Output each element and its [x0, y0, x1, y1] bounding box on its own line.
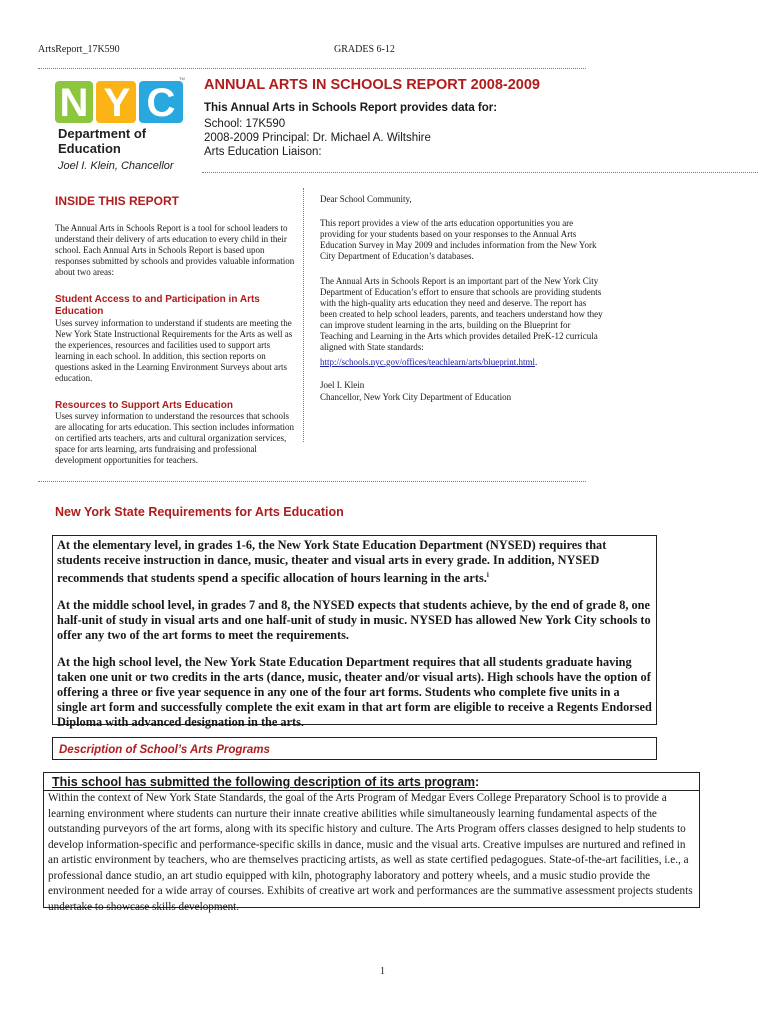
letter-paragraph-1: This report provides a view of the arts education opportunities you are providing for your students based on your responses to the Annual Arts Education Survey in May 2009 and includes information from the New York City Department of Education’s databases.: [320, 218, 597, 261]
svg-text:Y: Y: [103, 81, 131, 125]
logo-department-line2: Education: [58, 141, 121, 156]
logo-chancellor: Joel I. Klein, Chancellor: [58, 160, 174, 172]
inside-intro: The Annual Arts in Schools Report is a tool for school leaders to understand their delivery of arts education to every child in their school. Each Annual Arts in Schools Report is based upon responses submitted by schools and provides valuable information about two areas:: [55, 223, 295, 277]
nyc-doe-logo: [55, 76, 187, 166]
column-divider: [303, 188, 304, 442]
section-access-text: Uses survey information to understand if students are meeting the New York State Instructional Requirements for the Arts as well as the experiences, resources and facilities used to support arts learning in each school. In addition, this section reports on questions asked in the Learning Environment Surveys about arts education.: [55, 318, 293, 383]
requirement-high: At the high school level, the New York State Education Department requires that all students graduate having taken one unit or two credits in the arts (dance, music, theater and/or visual arts). High schools have the option of offering a three or five year sequence in any one of the four art forms. Students who complete five units in a single art form and successfully complete the exit exam in that art form are eligible to receive a Regents Endorsed Diploma with advanced designation in the arts.: [57, 655, 652, 730]
letter-signature-name: Joel I. Klein: [320, 380, 365, 390]
letter-signature-title: Chancellor, New York City Department of Education: [320, 392, 512, 402]
submitted-heading-colon: :: [474, 775, 480, 789]
program-description-text: Within the context of New York State Standards, the goal of the Arts Program of Medgar Evers College Preparatory School is to provide a learning environment where students can nurture their innate creative abilities while simultaneously learning fundamental aspects of the outstanding purveyors of the art forms, along with its specific history and culture. The Arts Program offers classes designed to help students to develop information-specific and performance-specific skills in dance, music and the visual arts. Creative impulses are nurtured and refined in an artistic environment by teachers, who are themselves practicing artists, as well as state certified pedagogues. State-of-the-art facilities, i.e., a professional dance studio, an art studio equipped with kiln, photography laboratory and pottery wheels, and a music studio provide the environment needed for a wide array of courses. Exhibits of creative art work and performances are the summative assessment projects students undertake to showcase skills development.: [48, 792, 693, 913]
blueprint-link[interactable]: http://schools.nyc.gov/offices/teachlearn/arts/blueprint.html: [320, 357, 536, 367]
description-title-box: [52, 737, 657, 760]
report-subtitle: This Annual Arts in Schools Report provides data for:: [204, 102, 498, 114]
program-description-box: [43, 772, 700, 913]
requirement-elementary: At the elementary level, in grades 1-6, the New York State Education Department (NYSED) requires that students receive instruction in dance, music, theater and visual arts in every grade. In addition, NYSED recommends that students spend a specific allocation of hours learning in the arts.$^i$: [57, 538, 607, 586]
blueprint-link-line: [320, 357, 537, 368]
nys-requirements-box: [52, 535, 657, 730]
header-grades: GRADES 6-12: [334, 44, 395, 55]
page-number: 1: [380, 966, 385, 977]
letter-paragraph-2: The Annual Arts in Schools Report is an important part of the New York City Department of Education’s effort to ensure that schools are providing students with the high-quality arts education they need and deserve. The report has been created to help school leaders, parents, and teachers understand how they can improve student learning in the arts, building on the Blueprint for Teaching and Learning in the Arts which provides detailed PreK-12 curricula aligned with State standards:: [320, 276, 603, 352]
report-liaison: Arts Education Liaison:: [204, 146, 322, 158]
header-file-name: ArtsReport_17K590: [38, 44, 120, 55]
report-title: ANNUAL ARTS IN SCHOOLS REPORT 2008-2009: [204, 77, 540, 93]
submitted-heading-row: [44, 773, 699, 791]
report-principal: 2008-2009 Principal: Dr. Michael A. Wiltshire: [204, 132, 431, 144]
svg-text:C: C: [146, 81, 176, 125]
title-divider: [202, 172, 758, 173]
section-access-heading: Student Access to and Participation in Arts Education: [55, 294, 260, 317]
inside-report-heading: INSIDE THIS REPORT: [55, 194, 180, 208]
logo-department-line1: Department of: [58, 126, 147, 141]
nys-requirements-heading: New York State Requirements for Arts Education: [55, 505, 344, 519]
requirement-middle: At the middle school level, in grades 7 and 8, the NYSED expects that students achieve, by the end of grade 8, one half-unit of study in visual arts and one half-unit of study in music. NYSED has allowed New York City schools to offer any two of the art forms to meet the requirements.: [57, 598, 651, 643]
letter-greeting: Dear School Community,: [320, 194, 412, 204]
trademark-mark: TM: [179, 76, 185, 81]
section-divider: [38, 481, 586, 482]
nyc-logo-graphic: [55, 76, 187, 126]
logo-letter-n: N: [59, 81, 89, 125]
description-title: Description of School’s Arts Programs: [59, 744, 270, 756]
report-school: School: 17K590: [204, 118, 286, 130]
section-resources-text: Uses survey information to understand the resources that schools are allocating for arts education. This section includes information on certified arts teachers, arts and cultural organization services, space for arts learning, arts fundraising and professional development opportunities for teachers.: [55, 411, 295, 465]
header-divider: [38, 68, 586, 69]
section-resources-heading: Resources to Support Arts Education: [55, 400, 233, 411]
footnote-marker: i: [486, 571, 489, 579]
link-period: .: [535, 357, 538, 367]
submitted-heading: This school has submitted the following description of its arts program: [52, 775, 475, 789]
